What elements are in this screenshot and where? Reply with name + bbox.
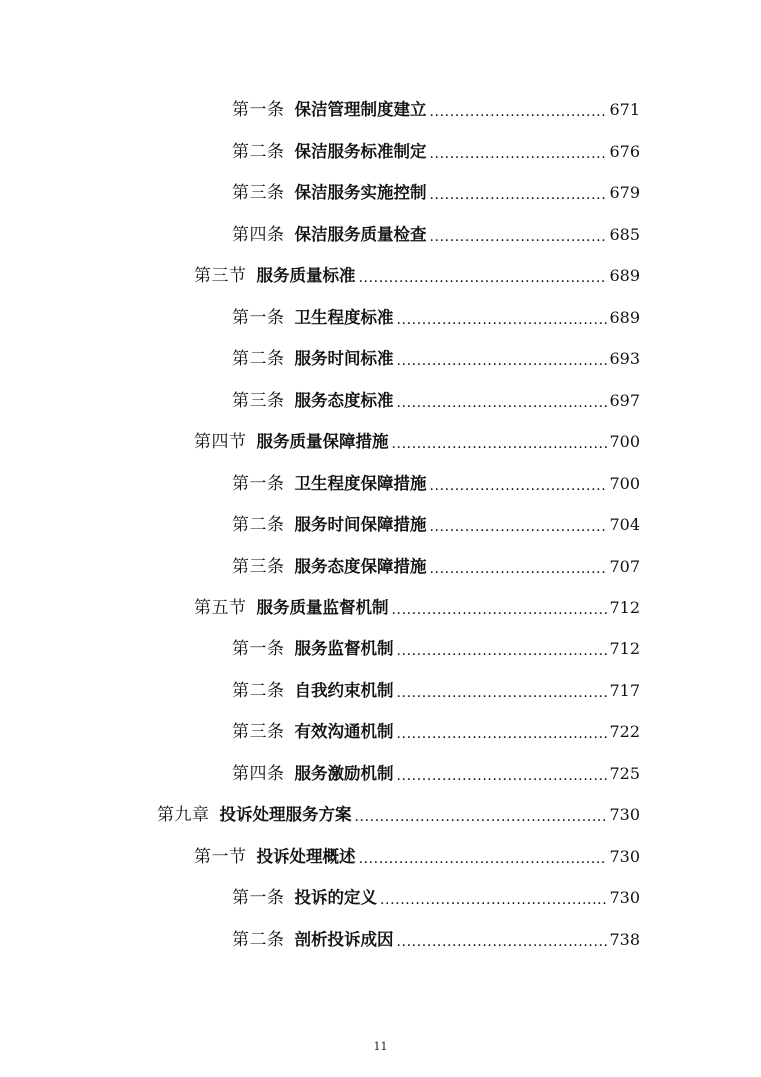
toc-entry-page: 700 <box>609 474 640 493</box>
toc-entry-number: 第二条 <box>232 681 285 701</box>
toc-entry-page: 676 <box>609 142 640 161</box>
toc-entry[interactable] <box>232 634 640 664</box>
toc-entry-title: 服务态度标准 <box>294 391 394 410</box>
toc-entry-number: 第三条 <box>232 557 285 577</box>
toc-entry-title: 卫生程度标准 <box>294 308 394 327</box>
toc-entry[interactable] <box>194 842 640 872</box>
dot-leader <box>392 593 608 623</box>
toc-entry[interactable] <box>157 800 640 830</box>
toc-entry[interactable] <box>232 344 640 374</box>
dot-leader <box>430 469 608 499</box>
dot-leader <box>397 717 608 747</box>
dot-leader <box>397 344 608 374</box>
toc-entry-number: 第一条 <box>232 308 285 328</box>
toc-entry-page: 712 <box>609 598 640 617</box>
toc-entry-page: 693 <box>609 349 640 368</box>
toc-entry-number: 第九章 <box>157 805 210 825</box>
dot-leader <box>359 842 608 872</box>
toc-entry-page: 671 <box>609 100 640 119</box>
dot-leader <box>397 386 608 416</box>
toc-entry-title: 服务质量保障措施 <box>256 432 389 451</box>
dot-leader <box>359 261 608 291</box>
toc-entry-number: 第三节 <box>194 266 247 286</box>
toc-entry-title: 服务质量监督机制 <box>256 598 389 617</box>
toc-entry[interactable] <box>232 303 640 333</box>
dot-leader <box>380 883 607 913</box>
toc-entry[interactable] <box>232 552 640 582</box>
toc-entry-number: 第一条 <box>232 888 285 908</box>
toc-entry[interactable] <box>232 676 640 706</box>
toc-entry-title: 服务态度保障措施 <box>294 557 427 576</box>
toc-entry[interactable] <box>232 95 640 125</box>
dot-leader <box>392 427 608 457</box>
dot-leader <box>430 220 608 250</box>
toc-entry-page: 730 <box>609 847 640 866</box>
toc-entry-number: 第一条 <box>232 100 285 120</box>
toc-entry-number: 第二条 <box>232 515 285 535</box>
toc-entry-page: 725 <box>609 764 640 783</box>
toc-entry-number: 第一条 <box>232 474 285 494</box>
toc-entry-number: 第四条 <box>232 764 285 784</box>
toc-entry-title: 卫生程度保障措施 <box>294 474 427 493</box>
toc-entry-page: 689 <box>609 266 640 285</box>
toc-entry-number: 第三条 <box>232 183 285 203</box>
toc-entry-page: 722 <box>609 722 640 741</box>
toc-entry-title: 投诉处理服务方案 <box>219 805 352 824</box>
toc-entry[interactable] <box>194 593 640 623</box>
toc-entry[interactable] <box>232 759 640 789</box>
dot-leader <box>430 178 608 208</box>
toc-entry-page: 685 <box>609 225 640 244</box>
toc-entry-page: 700 <box>609 432 640 451</box>
toc-entry-title: 投诉的定义 <box>294 888 377 907</box>
toc-entry-title: 自我约束机制 <box>294 681 394 700</box>
toc-entry-number: 第一节 <box>194 847 247 867</box>
page-number: 11 <box>373 1040 388 1053</box>
toc-entry-title: 保洁服务标准制定 <box>294 142 427 161</box>
toc-entry-title: 服务时间标准 <box>294 349 394 368</box>
dot-leader <box>397 676 608 706</box>
dot-leader <box>430 552 608 582</box>
toc-entry-number: 第一条 <box>232 639 285 659</box>
toc-entry[interactable] <box>232 386 640 416</box>
toc-entry[interactable] <box>232 220 640 250</box>
toc-entry[interactable] <box>232 137 640 167</box>
dot-leader <box>397 925 608 955</box>
toc-entry-number: 第二条 <box>232 930 285 950</box>
toc-entry-title: 服务质量标准 <box>256 266 356 285</box>
dot-leader <box>397 759 608 789</box>
dot-leader <box>397 634 608 664</box>
toc-entry-number: 第三条 <box>232 722 285 742</box>
toc-entry-number: 第四条 <box>232 225 285 245</box>
toc-entry-page: 707 <box>609 557 640 576</box>
toc-entry-title: 服务时间保障措施 <box>294 515 427 534</box>
toc-entry-title: 投诉处理概述 <box>256 847 356 866</box>
toc-entry-page: 697 <box>609 391 640 410</box>
toc-entry-title: 保洁服务质量检查 <box>294 225 427 244</box>
toc-entry[interactable] <box>232 925 640 955</box>
toc-entry-page: 730 <box>609 888 640 907</box>
dot-leader <box>397 303 608 333</box>
toc-entry-number: 第四节 <box>194 432 247 452</box>
toc-entry-number: 第二条 <box>232 142 285 162</box>
toc-entry[interactable] <box>232 717 640 747</box>
toc-entry-title: 有效沟通机制 <box>294 722 394 741</box>
toc-entry-title: 保洁服务实施控制 <box>294 183 427 202</box>
toc-entry[interactable] <box>232 469 640 499</box>
toc-entry-page: 704 <box>609 515 640 534</box>
toc-entry-title: 保洁管理制度建立 <box>294 100 427 119</box>
toc-entry-page: 689 <box>609 308 640 327</box>
toc-entry-title: 剖析投诉成因 <box>294 930 394 949</box>
toc-entry-page: 712 <box>609 639 640 658</box>
toc-entry-page: 679 <box>609 183 640 202</box>
toc-entry-page: 730 <box>609 805 640 824</box>
toc-entry-title: 服务监督机制 <box>294 639 394 658</box>
toc-entry[interactable] <box>194 261 640 291</box>
toc-entry-page: 738 <box>609 930 640 949</box>
toc-entry-title: 服务激励机制 <box>294 764 394 783</box>
dot-leader <box>430 137 608 167</box>
dot-leader <box>355 800 608 830</box>
toc-entry-number: 第五节 <box>194 598 247 618</box>
dot-leader <box>430 510 608 540</box>
dot-leader <box>430 95 608 125</box>
toc-entry[interactable] <box>232 883 640 913</box>
toc-entry-page: 717 <box>609 681 640 700</box>
toc-entry-number: 第三条 <box>232 391 285 411</box>
toc-entry[interactable] <box>194 427 640 457</box>
toc-entry[interactable] <box>232 510 640 540</box>
toc-entry-number: 第二条 <box>232 349 285 369</box>
toc-entry[interactable] <box>232 178 640 208</box>
